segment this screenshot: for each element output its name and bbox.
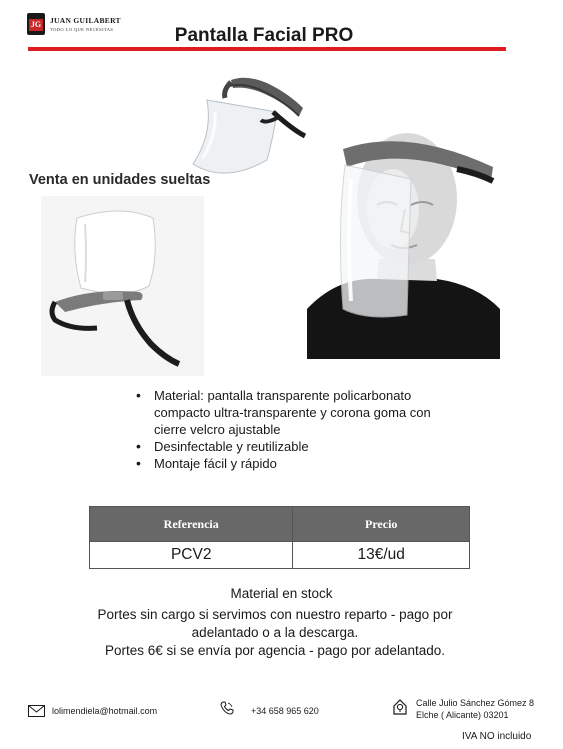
contact-address-line2: Elche ( Alicante) 03201 — [416, 710, 509, 720]
page-title: Pantalla Facial PRO — [174, 25, 354, 46]
brand-tagline: TODO LO QUE NECESITAS — [50, 27, 114, 32]
feature-item-material: • Material: pantalla transparente policarbonato compacto ultra-transparente y corona goma con cierre velcro ajustable — [136, 387, 466, 438]
contact-email[interactable]: lolimendiela@hotmail.com — [52, 706, 158, 716]
phone-icon — [220, 701, 234, 720]
brand-name: JUAN GUILABERT — [50, 16, 121, 25]
features-list — [136, 387, 466, 472]
shipping-note-delivery: Portes sin cargo si servimos con nuestro reparto - pago por adelantado o a la descarga. — [97, 607, 453, 640]
column-header-price: Precio — [293, 507, 470, 542]
price-table — [89, 506, 470, 569]
brand-logo-letters: JG — [30, 20, 42, 29]
location-icon — [392, 698, 408, 721]
table-row — [90, 542, 470, 569]
column-header-reference: Referencia — [90, 507, 293, 542]
cell-reference: PCV2 — [90, 542, 293, 569]
feature-item-assembly: • Montaje fácil y rápido — [136, 455, 466, 472]
vat-note: IVA NO incluido — [462, 731, 532, 742]
shipping-note-agency: Portes 6€ si se envía por agencia - pago por adelantado. — [105, 643, 445, 658]
title-divider — [28, 47, 506, 51]
mail-icon — [28, 704, 45, 722]
feature-item-disinfectable: • Desinfectable y reutilizable — [136, 438, 466, 455]
table-header-row — [90, 507, 470, 542]
contact-phone[interactable]: +34 658 965 620 — [251, 706, 319, 716]
cell-price: 13€/ud — [293, 542, 470, 569]
product-photo-front — [41, 196, 204, 376]
sales-subtitle: Venta en unidades sueltas — [29, 172, 211, 188]
contact-address-line1: Calle Julio Sánchez Gómez 8 — [416, 698, 535, 708]
stock-status: Material en stock — [230, 586, 333, 601]
product-photo-mannequin — [307, 109, 500, 359]
product-photo-shield — [185, 72, 310, 184]
